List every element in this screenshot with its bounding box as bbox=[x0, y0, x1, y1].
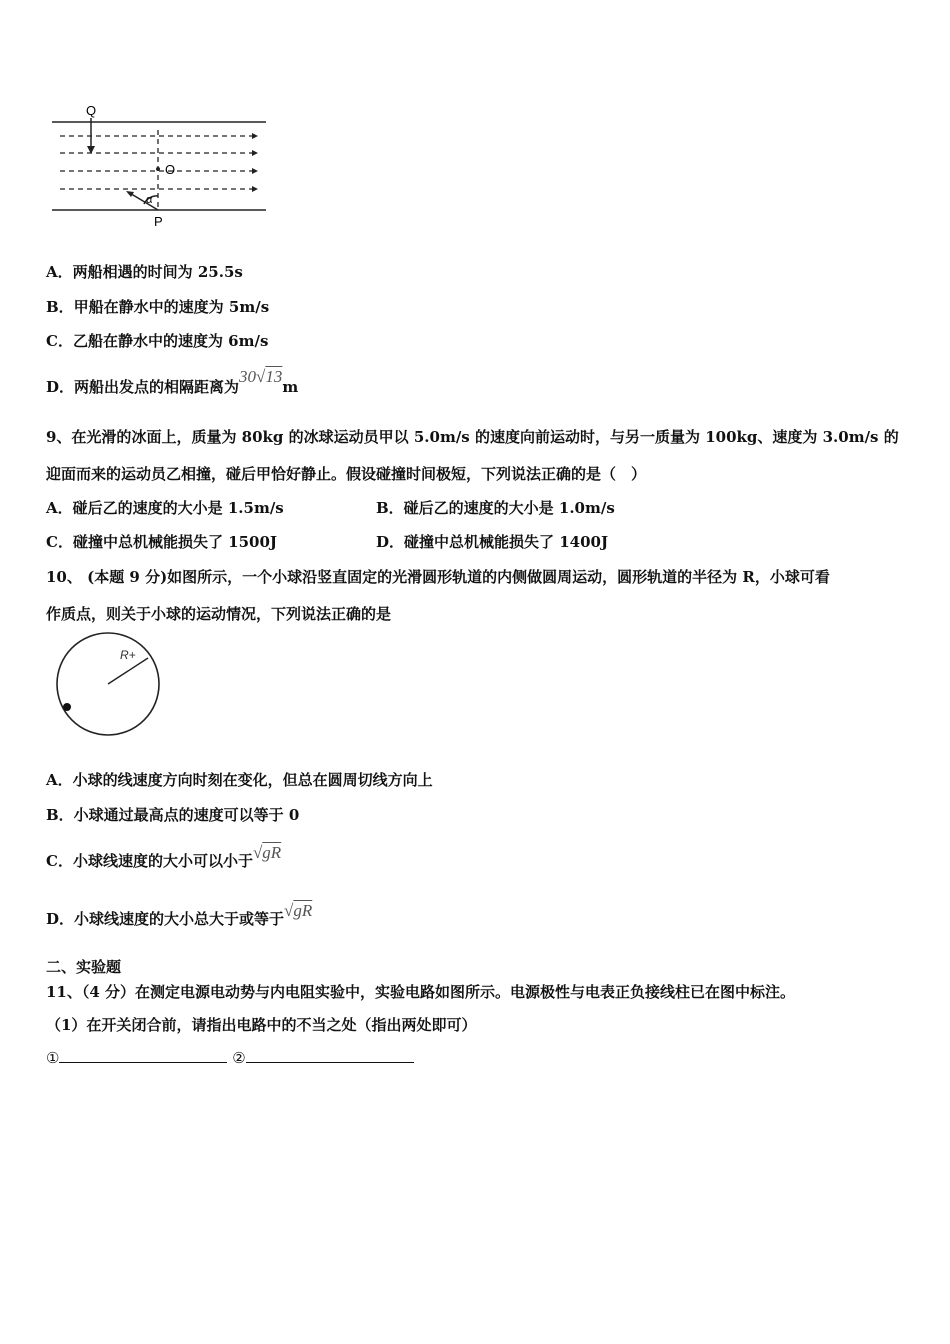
label-q: Q bbox=[86, 103, 97, 118]
q10-option-d bbox=[46, 901, 313, 929]
circular-track-figure bbox=[50, 628, 166, 740]
q10-stem-line2: 作质点，则关于小球的运动情况，下列说法正确的是 bbox=[46, 605, 392, 623]
q10-stem-line1: 10、 (本题 9 分)如图所示，一个小球沿竖直固定的光滑圆形轨道的内侧做圆周运动，圆形轨道的半径为 R，小球可看 bbox=[46, 568, 830, 586]
q10-option-b: B．小球通过最高点的速度可以等于 0 bbox=[46, 806, 300, 824]
ball bbox=[63, 703, 71, 711]
arrow-head-icon bbox=[252, 168, 258, 174]
arrow-head-icon bbox=[252, 133, 258, 139]
answer-blanks bbox=[46, 1048, 414, 1067]
radius-label: R+ bbox=[120, 648, 136, 662]
label-alpha: α bbox=[146, 194, 153, 206]
point-o-dot bbox=[156, 167, 160, 171]
arrow-head-icon bbox=[252, 150, 258, 156]
sqrt-expression: 30√13 bbox=[239, 367, 283, 386]
q8-option-d bbox=[46, 367, 299, 397]
boat-p-path bbox=[128, 192, 158, 210]
q10-option-a: A．小球的线速度方向时刻在变化，但总在圆周切线方向上 bbox=[46, 771, 433, 789]
q11-stem: 11、（4 分）在测定电源电动势与内电阻实验中，实验电路如图所示。电源极性与电表正负接线柱已在图中标注。 bbox=[46, 983, 796, 1001]
sqrt-radicand: 13 bbox=[265, 367, 283, 386]
blank2-marker: ② bbox=[232, 1049, 246, 1067]
arrow-head-icon bbox=[126, 191, 134, 197]
sqrt-radicand: gR bbox=[262, 843, 282, 862]
sqrt-expression: √gR bbox=[252, 843, 282, 862]
label-o: O bbox=[165, 162, 176, 177]
blank1-marker: ① bbox=[46, 1049, 60, 1067]
arrow-head-icon bbox=[252, 186, 258, 192]
q8-option-b: B．甲船在静水中的速度为 5m/s bbox=[46, 298, 270, 316]
answer-blank-1[interactable] bbox=[59, 1048, 227, 1063]
answer-blank-2[interactable] bbox=[246, 1048, 414, 1063]
q8-option-c: C．乙船在静水中的速度为 6m/s bbox=[46, 332, 269, 350]
sqrt-radicand: gR bbox=[293, 901, 313, 920]
sqrt-coef: 30 bbox=[239, 367, 257, 386]
q9-option-d: D．碰撞中总机械能损失了 1400J bbox=[376, 533, 609, 551]
q11-sub1: （1）在开关闭合前，请指出电路中的不当之处（指出两处即可） bbox=[46, 1016, 477, 1034]
q8-option-a: A．两船相遇的时间为 25.5s bbox=[46, 263, 243, 281]
q9-option-a: A．碰后乙的速度的大小是 1.5m/s bbox=[46, 499, 284, 517]
q10-option-d-text: D．小球线速度的大小总大于或等于 bbox=[46, 910, 285, 928]
q9-stem-line2: 迎面而来的运动员乙相撞，碰后甲恰好静止。假设碰撞时间极短，下列说法正确的是（ ） bbox=[46, 465, 647, 483]
section-title: 二、实验题 bbox=[46, 958, 122, 976]
sqrt-expression: √gR bbox=[284, 901, 313, 920]
river-crossing-figure bbox=[48, 100, 272, 230]
q9-stem-line1: 9、在光滑的冰面上，质量为 80kg 的冰球运动员甲以 5.0m/s 的速度向前运动时，与另一质量为 100kg、速度为 3.0m/s 的 bbox=[46, 428, 899, 446]
q10-option-c bbox=[46, 843, 282, 871]
q8-option-d-text: D．两船出发点的相隔距离为 bbox=[46, 378, 240, 396]
unit: m bbox=[282, 378, 299, 396]
label-p: P bbox=[154, 214, 163, 229]
q10-option-c-text: C．小球线速度的大小可以小于 bbox=[46, 852, 253, 870]
q9-option-c: C．碰撞中总机械能损失了 1500J bbox=[46, 533, 278, 551]
q9-option-b: B．碰后乙的速度的大小是 1.0m/s bbox=[376, 499, 615, 517]
